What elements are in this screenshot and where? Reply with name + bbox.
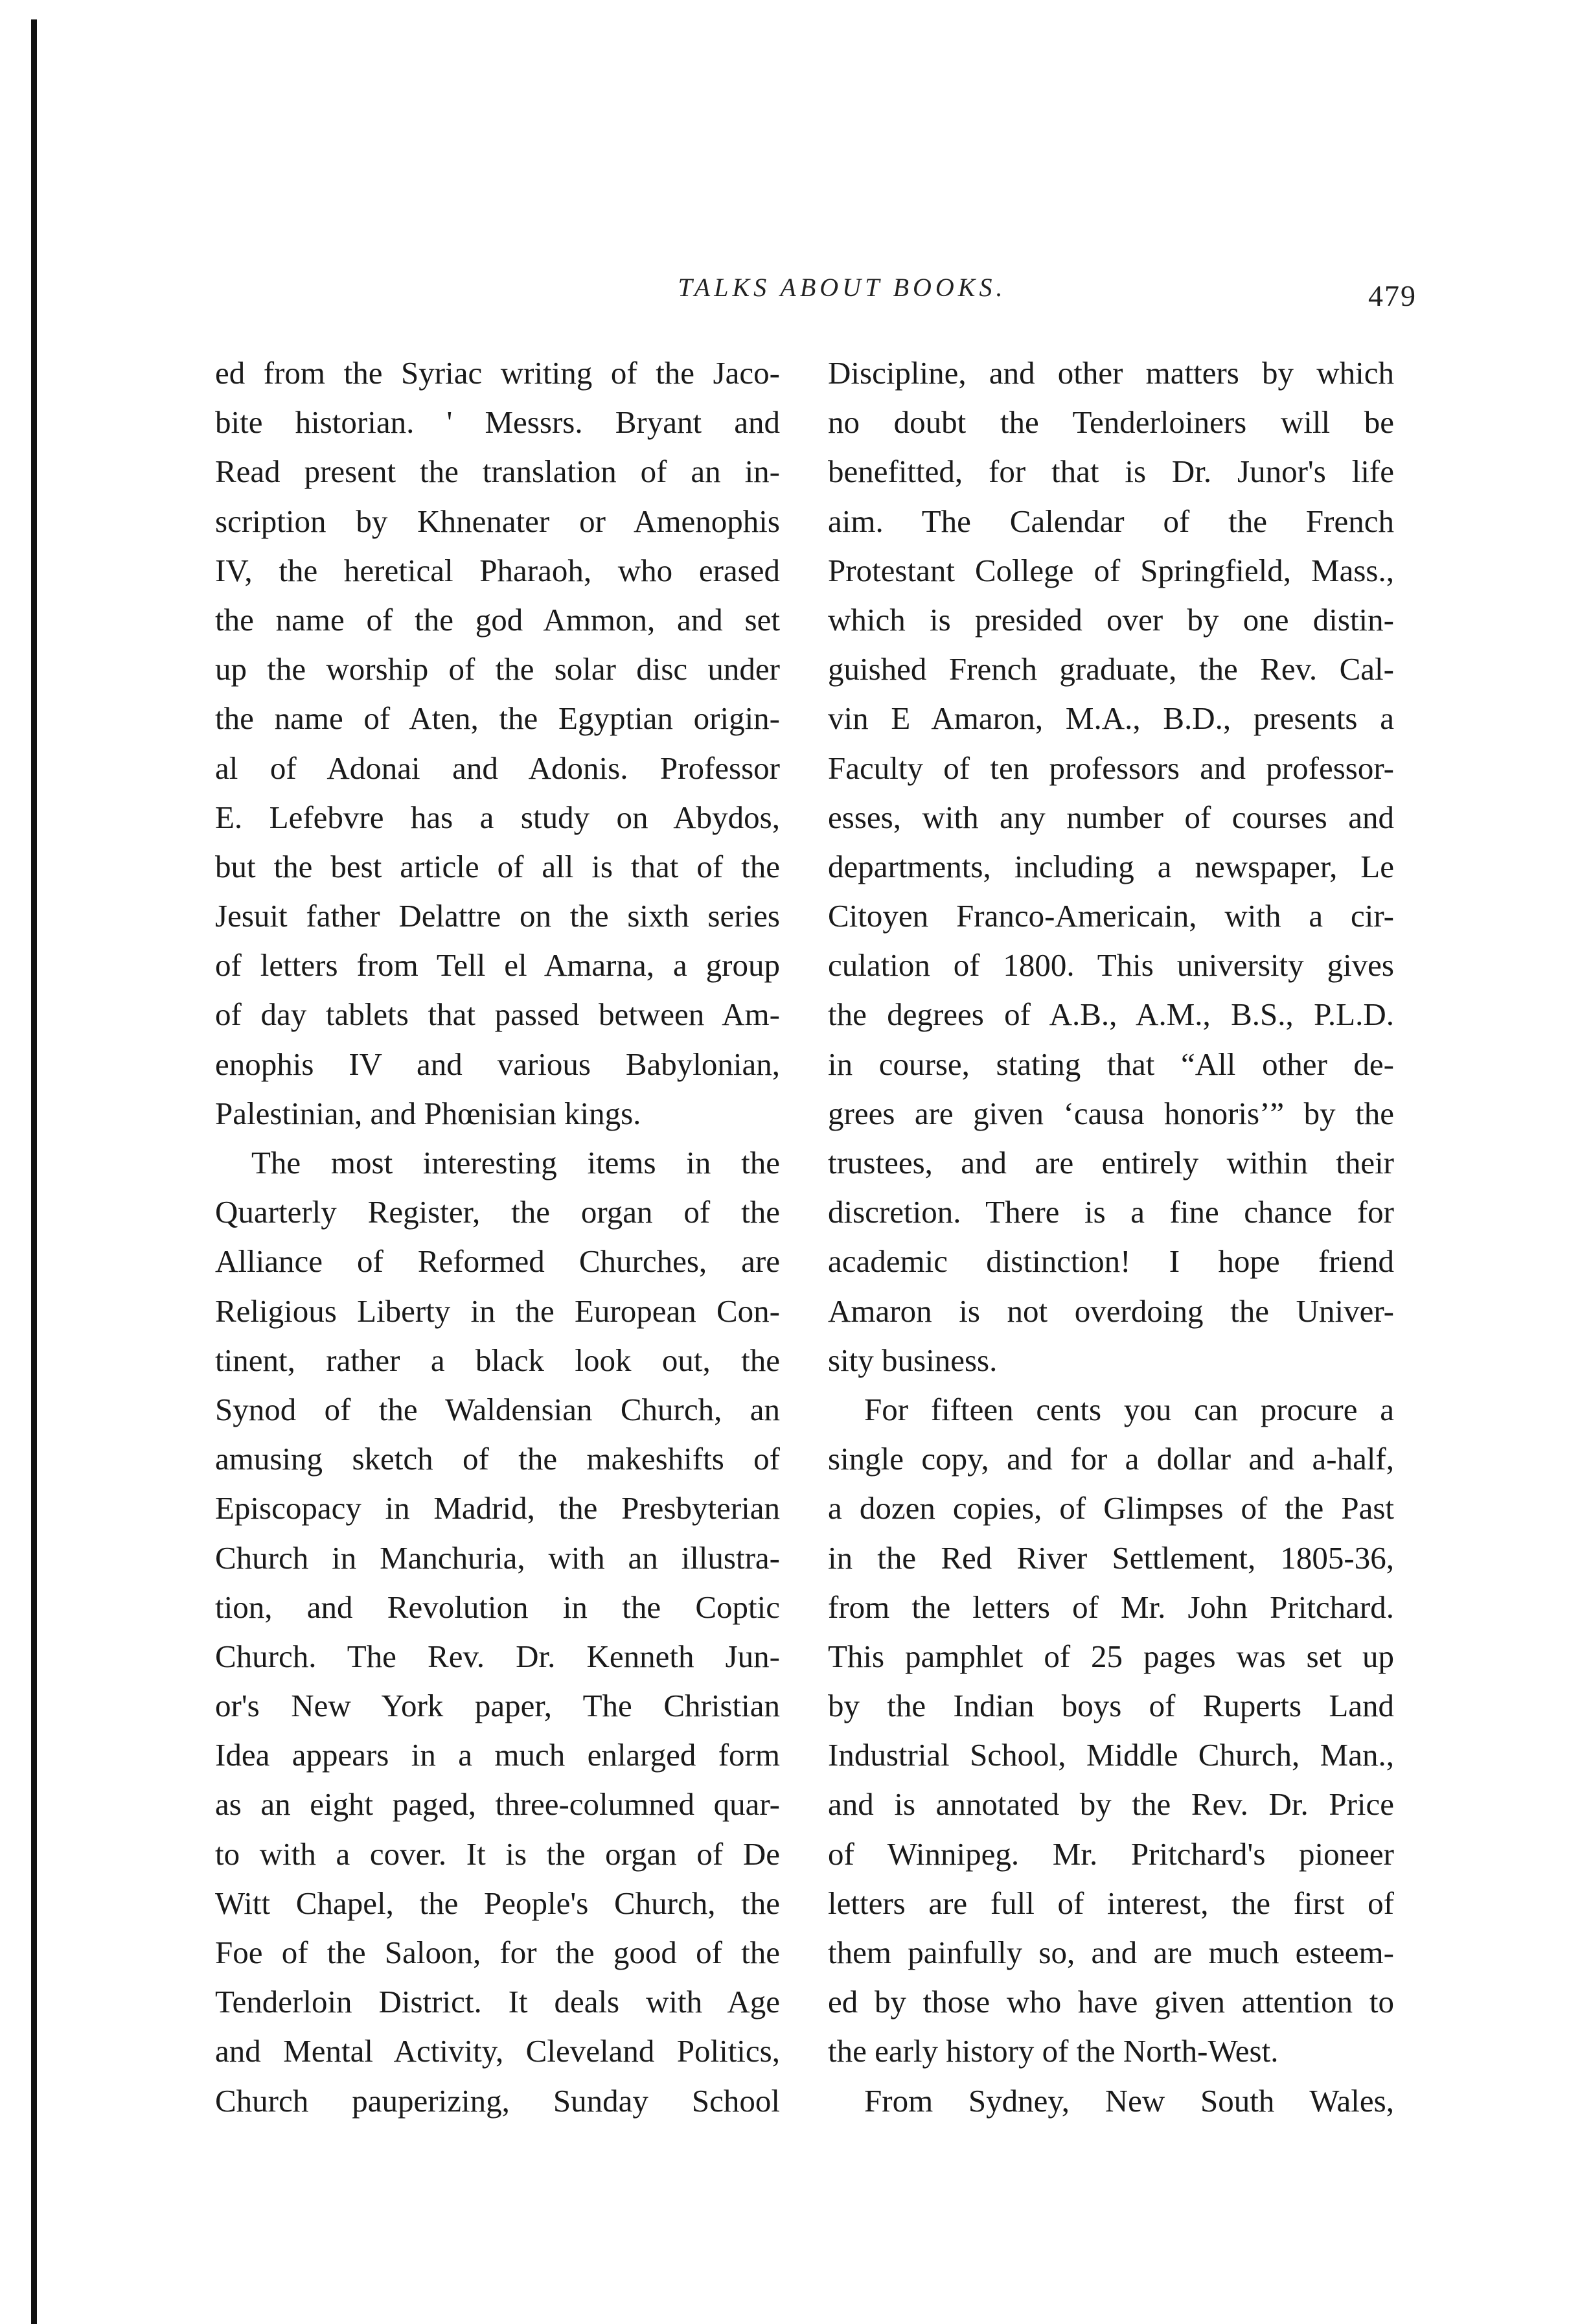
text-line: from the letters of Mr. John Pritchard. xyxy=(828,1589,1394,1625)
text-line: From Sydney, New South Wales, xyxy=(864,2082,1394,2119)
text-line: Foe of the Saloon, for the good of the xyxy=(215,1935,780,1970)
text-line: The most interesting items in the xyxy=(251,1145,780,1180)
text-line: to with a cover. It is the organ of De xyxy=(215,1835,780,1872)
text-line: Industrial School, Middle Church, Man., xyxy=(828,1737,1394,1773)
text-line: Religious Liberty in the European Con- xyxy=(215,1293,780,1329)
text-line: of Winnipeg. Mr. Pritchard's pioneer xyxy=(828,1835,1394,1872)
text-line: sity business. xyxy=(828,1342,998,1378)
page-number: 479 xyxy=(1368,279,1417,312)
text-line: Idea appears in a much enlarged form xyxy=(215,1737,780,1773)
text-line: of letters from Tell el Amarna, a group xyxy=(215,947,780,984)
text-line: in course, stating that “All other de- xyxy=(828,1046,1394,1082)
text-line: Citoyen Franco-Americain, with a cir- xyxy=(828,898,1394,934)
text-line: Church pauperizing, Sunday School xyxy=(215,2082,780,2119)
text-line: Faculty of ten professors and professor- xyxy=(828,750,1394,786)
text-line: in the Red River Settlement, 1805-36, xyxy=(828,1539,1394,1576)
text-line: ed by those who have given attention to xyxy=(828,1984,1394,2020)
text-line: enophis IV and various Babylonian, xyxy=(215,1046,780,1082)
text-line: Synod of the Waldensian Church, an xyxy=(215,1391,780,1427)
text-line: Read present the translation of an in- xyxy=(215,454,780,490)
text-line: Church in Manchuria, with an illustra- xyxy=(215,1539,780,1576)
text-line: no doubt the Tenderloiners will be xyxy=(828,404,1394,441)
text-line: Palestinian, and Phœnisian kings. xyxy=(215,1095,641,1131)
text-line: the name of Aten, the Egyptian origin- xyxy=(215,700,780,737)
text-line: tion, and Revolution in the Coptic xyxy=(215,1589,780,1625)
text-line: a dozen copies, of Glimpses of the Past xyxy=(828,1490,1394,1526)
text-line: the name of the god Ammon, and set xyxy=(215,601,780,638)
text-line: IV, the heretical Pharaoh, who erased xyxy=(215,552,780,588)
text-line: Church. The Rev. Dr. Kenneth Jun- xyxy=(215,1638,780,1674)
text-line: Jesuit father Delattre on the sixth series xyxy=(215,898,780,934)
text-column-left xyxy=(215,349,780,2126)
text-line: Episcopacy in Madrid, the Presbyterian xyxy=(215,1490,780,1526)
text-line: them painfully so, and are much esteem- xyxy=(828,1935,1394,1970)
text-line: of day tablets that passed between Am- xyxy=(215,996,780,1033)
text-column-right xyxy=(828,349,1394,2126)
text-line: E. Lefebvre has a study on Abydos, xyxy=(215,799,780,835)
text-line: Tenderloin District. It deals with Age xyxy=(215,1984,780,2020)
text-line: single copy, and for a dollar and a-half, xyxy=(828,1441,1394,1477)
text-line: aim. The Calendar of the French xyxy=(828,503,1394,539)
text-line: amusing sketch of the makeshifts of xyxy=(215,1441,780,1477)
text-line: departments, including a newspaper, Le xyxy=(828,848,1394,884)
text-line: and is annotated by the Rev. Dr. Price xyxy=(828,1786,1394,1823)
text-line: For fifteen cents you can procure a xyxy=(864,1391,1394,1427)
text-line: letters are full of interest, the first of xyxy=(828,1885,1394,1921)
text-line: Quarterly Register, the organ of the xyxy=(215,1194,780,1230)
text-line: bite historian. ' Messrs. Bryant and xyxy=(215,404,780,441)
text-line: up the worship of the solar disc under xyxy=(215,651,780,687)
text-line: or's New York paper, The Christian xyxy=(215,1688,780,1724)
text-line: discretion. There is a fine chance for xyxy=(828,1194,1394,1230)
text-line: Alliance of Reformed Churches, are xyxy=(215,1243,780,1280)
text-line: but the best article of all is that of the xyxy=(215,848,780,884)
text-line: grees are given ‘causa honoris’” by the xyxy=(828,1095,1394,1131)
running-head: TALKS ABOUT BOOKS. xyxy=(678,273,1007,302)
text-line: Protestant College of Springfield, Mass., xyxy=(828,552,1394,588)
text-line: the degrees of A.B., A.M., B.S., P.L.D. xyxy=(828,996,1394,1033)
text-line: the early history of the North-West. xyxy=(828,2033,1279,2069)
text-line: academic distinction! I hope friend xyxy=(828,1243,1394,1280)
text-line: guished French graduate, the Rev. Cal- xyxy=(828,651,1394,687)
text-line: al of Adonai and Adonis. Professor xyxy=(215,750,780,786)
text-line: esses, with any number of courses and xyxy=(828,799,1394,835)
text-line: by the Indian boys of Ruperts Land xyxy=(828,1688,1394,1724)
text-line: Amaron is not overdoing the Univer- xyxy=(828,1293,1394,1329)
text-line: and Mental Activity, Cleveland Politics, xyxy=(215,2033,780,2069)
text-line: ed from the Syriac writing of the Jaco- xyxy=(215,355,780,391)
text-line: trustees, and are entirely within their xyxy=(828,1145,1394,1180)
text-line: as an eight paged, three-columned quar- xyxy=(215,1786,780,1823)
text-line: This pamphlet of 25 pages was set up xyxy=(828,1638,1394,1674)
text-line: Witt Chapel, the People's Church, the xyxy=(215,1885,780,1921)
text-line: which is presided over by one distin- xyxy=(828,601,1394,638)
text-line: vin E Amaron, M.A., B.D., presents a xyxy=(828,700,1394,737)
text-line: scription by Khnenater or Amenophis xyxy=(215,503,780,539)
page-edge-bar xyxy=(31,19,37,2324)
text-line: culation of 1800. This university gives xyxy=(828,947,1394,984)
text-line: tinent, rather a black look out, the xyxy=(215,1342,780,1378)
text-line: benefitted, for that is Dr. Junor's life xyxy=(828,454,1394,490)
text-line: Discipline, and other matters by which xyxy=(828,355,1394,391)
